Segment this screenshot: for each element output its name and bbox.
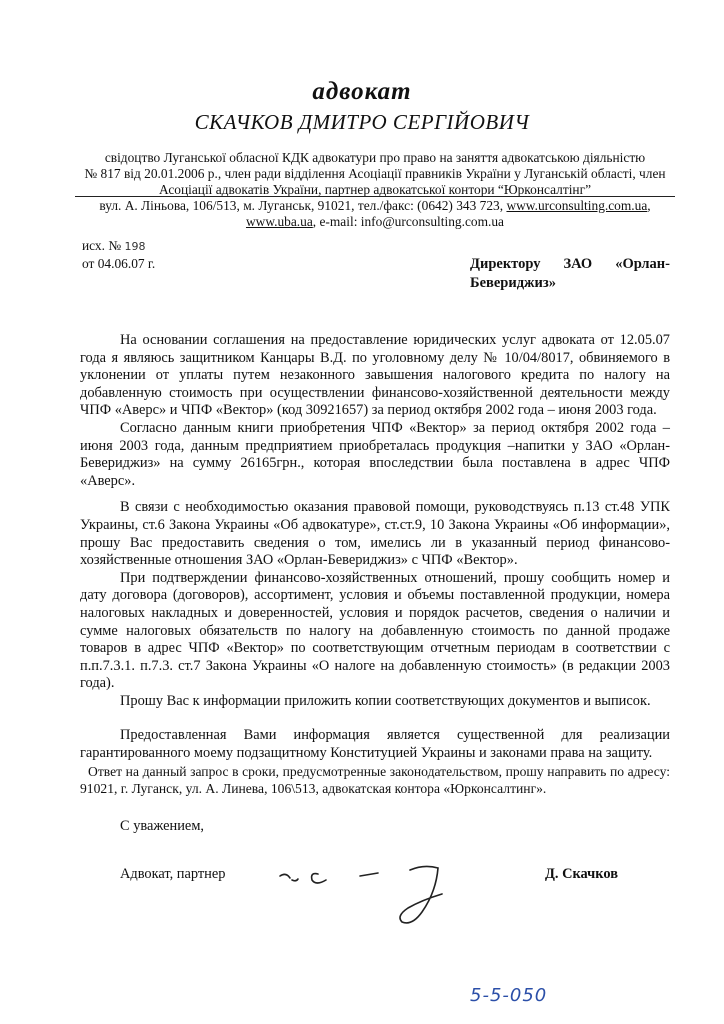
- recipient-word: «Орлан-: [615, 256, 670, 272]
- recipient-word: Директору: [470, 256, 541, 272]
- ref-date: от 04.06.07 г.: [82, 256, 156, 271]
- signer-name: Д. Скачков: [545, 866, 619, 882]
- handwritten-signature: [270, 846, 480, 936]
- document-title: адвокат: [312, 78, 412, 105]
- body-paragraph: При подтверждении финансово-хозяйственных отношений, прошу сообщить номер и дату договора (договоров), ассортимент, условия и объемы поставленной продукции, номера налоговых накладных и доверенностей, условия и порядок расчетов, сведения о наличии и сумме налоговых обязательств по налогу на добавленную стоимость по данной продаже товаров в адрес ЧПФ «Вектор» по соответствующим отчетным периодам в соответствии с п.п.7.3.1. п.7.3. ст.7 Закона Украины «О налоге на добавленную стоимость» (в редакции 2003 года).: [80, 569, 670, 692]
- body-paragraph: Ответ на данный запрос в сроки, предусмотренные законодательством, прошу направить по адресу: 91021, г. Луганск, ул. А. Линева, 106\513, адвокатская контора «Юрконсалтинг».: [80, 763, 670, 797]
- website-link[interactable]: www.uba.ua: [245, 214, 313, 229]
- recipient-word: ЗАО: [563, 256, 593, 272]
- address-text: вул. А. Ліньова, 106/513, м. Луганськ, 91021, тел./факс: (0642) 343 723,: [99, 198, 507, 213]
- website-link[interactable]: www.urconsulting.com.ua: [506, 198, 648, 213]
- body-paragraph: Предоставленная Вами информация является существенной для реализации гарантированного моему подзащитному Конституцией Украины и законами права на защиту.: [80, 727, 670, 762]
- email-text: , e-mail: info@urconsulting.com.ua: [312, 214, 504, 229]
- handwritten-note: 5-5-050: [470, 985, 548, 1006]
- certificate-line: свідоцтво Луганської обласної КДК адвокатури про право на заняття адвокатською діяльністю: [104, 150, 646, 165]
- certificate-line: № 817 від 20.01.2006 р., член ради відділення Асоціації правників України у Луганській області, член: [84, 166, 666, 181]
- body-paragraph: В связи с необходимостью оказания правовой помощи, руководствуясь п.13 ст.48 УПК Украины, ст.6 Закона Украины «Об адвокатуре», ст.ст.9, 10 Закона Украины «Об информации», прошу Вас предоставить сведения о том, имелись ли в указанный период финансово-хозяйственные отношения ЗАО «Орлан-Бевериджиз» с ЧПФ «Вектор».: [80, 499, 670, 569]
- certificate-line: Асоціації адвокатів України, партнер адвокатської контори “Юрконсалтінг”: [158, 182, 592, 197]
- recipient-block: [470, 255, 670, 293]
- recipient-line: Бевериджиз»: [470, 275, 556, 291]
- body-paragraph: Согласно данным книги приобретения ЧПФ «Вектор» за период октября 2002 года – июня 2003 года, данным предприятием приобреталась продукция –напитки у ЗАО «Орлан-Бевериджиз» на сумму 26165грн., которая впоследствии была поставлена в адрес ЧПФ «Аверс».: [80, 419, 670, 489]
- signer-position: Адвокат, партнер: [120, 866, 226, 882]
- ref-label: исх. №: [82, 238, 122, 253]
- body-paragraph: На основании соглашения на предоставление юридических услуг адвоката от 12.05.07 года я являюсь защитником Канцары В.Д. по уголовному делу № 10/04/8017, обвиняемого в уклонении от уплаты путем незаконного завышения налогового кредита по налогу на добавленную стоимость при осуществлении финансово-хозяйственной деятельности между ЧПФ «Аверс» и ЧПФ «Вектор» (код 30921657) за период октября 2002 года – июня 2003 года.: [80, 332, 670, 419]
- body-paragraph: Прошу Вас к информации приложить копии соответствующих документов и выписок.: [120, 692, 651, 709]
- closing-regards: С уважением,: [120, 818, 205, 834]
- header-divider: [75, 196, 675, 197]
- letter-body: [80, 332, 670, 798]
- lawyer-name: СКАЧКОВ ДМИТРО СЕРГІЙОВИЧ: [194, 110, 530, 134]
- contact-address: вул. А. Ліньова, 106/513, м. Луганськ, 91021, тел./факс: (0642) 343 723, www.urconsulting.com.ua, www.uba.ua, e-mail: info@urconsulting.com.ua: [99, 198, 651, 229]
- certificate-info: [80, 150, 670, 198]
- ref-number: 198: [124, 240, 146, 253]
- outgoing-reference: [82, 237, 155, 272]
